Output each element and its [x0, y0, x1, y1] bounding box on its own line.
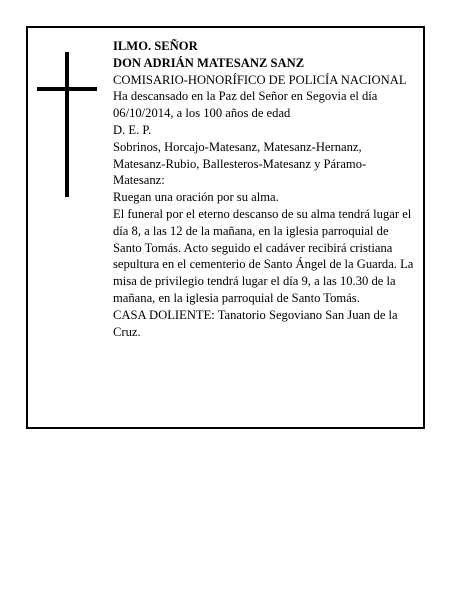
deceased-title: COMISARIO-HONORÍFICO DE POLICÍA NACIONAL [113, 72, 407, 87]
deceased-name: DON ADRIÁN MATESANZ SANZ [113, 55, 305, 70]
prayer-request: Ruegan una oración por su alma. [113, 190, 279, 205]
cross-horizontal-bar [37, 87, 97, 91]
obituary-text [113, 38, 415, 340]
dep-label: D. E. P. [113, 122, 152, 137]
family-list: Sobrinos, Horcajo-Matesanz, Matesanz-Hernanz, Matesanz-Rubio, Ballesteros-Matesanz y Páramo-Matesanz: [113, 139, 367, 188]
funeral-details: El funeral por el eterno descanso de su alma tendrá lugar el día 8, a las 12 de la mañana, en la iglesia parroquial de Santo Tomás. Acto seguido el cadáver recibirá cristiana sepultura en el cementerio de Santo Ángel de la Guarda. La misa de privilegio tendrá lugar el día 9, a las 10.30 de la mañana, en la iglesia parroquial de Santo Tomás. [113, 206, 414, 305]
cross-icon [37, 52, 97, 197]
death-info: Ha descansado en la Paz del Señor en Segovia el día 06/10/2014, a los 100 años de edad [113, 89, 378, 121]
mourning-house: CASA DOLIENTE: Tanatorio Segoviano San Juan de la Cruz. [113, 307, 398, 339]
cross-vertical-bar [65, 52, 69, 197]
honorific: ILMO. SEÑOR [113, 39, 198, 53]
